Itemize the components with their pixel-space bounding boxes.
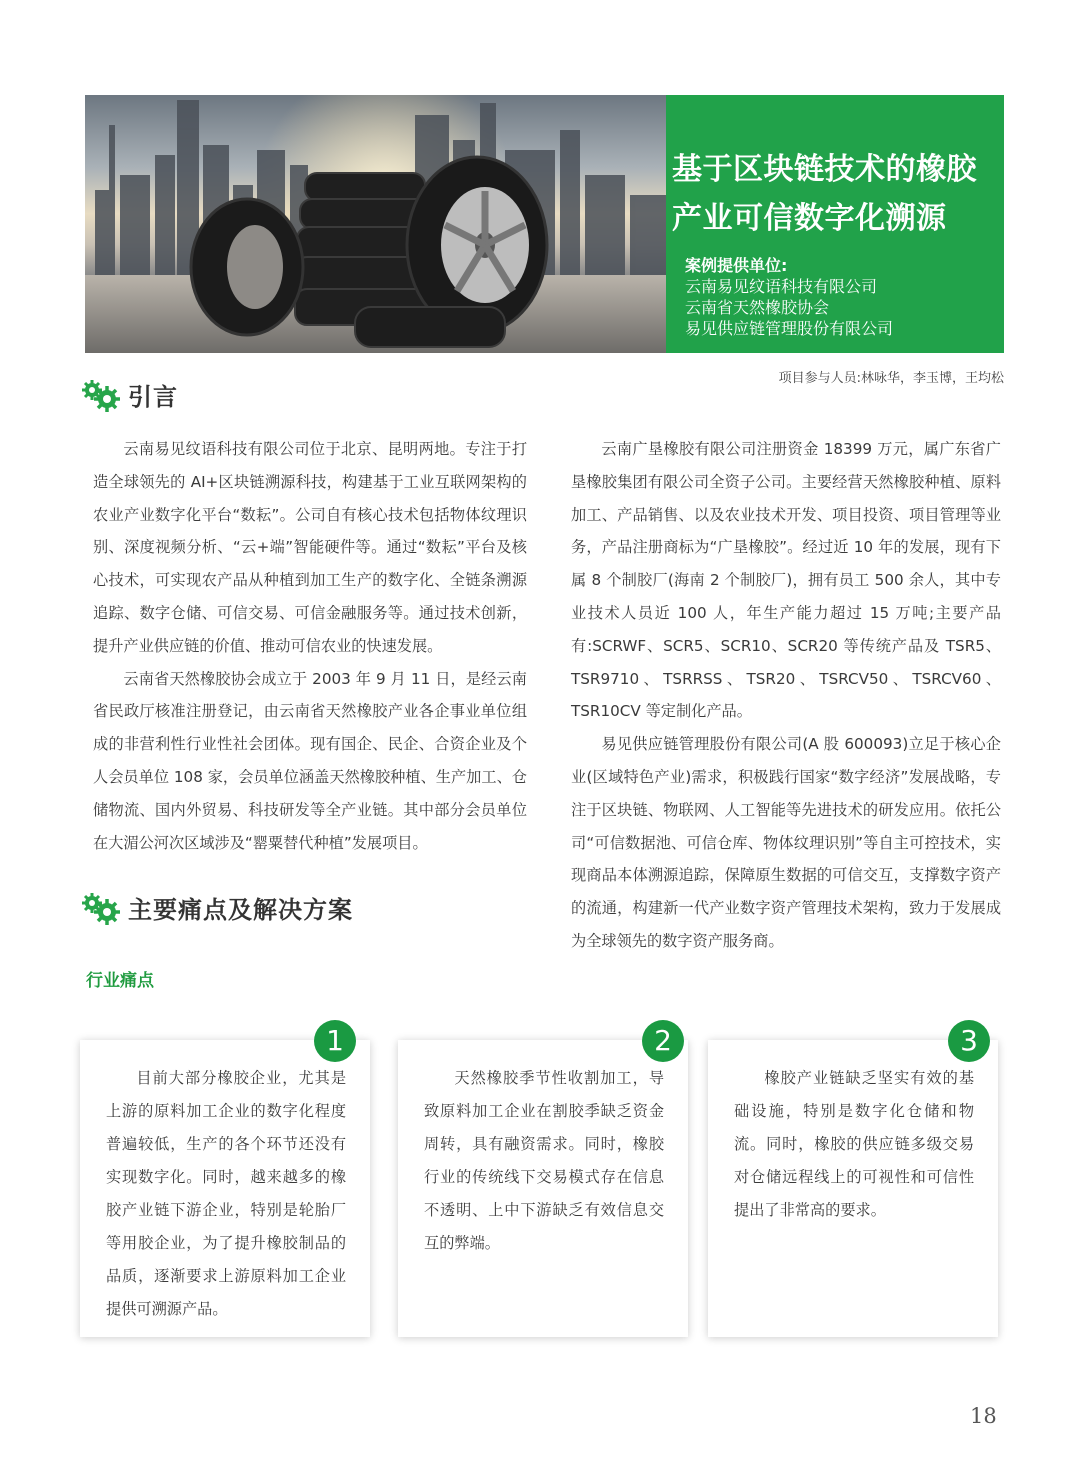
pain-card-text: 目前大部分橡胶企业，尤其是上游的原料加工企业的数字化程度普遍较低，生产的各个环节还没有实现数字化。同时，越来越多的橡胶产业链下游企业，特别是轮胎厂等用胶企业，为了提升橡胶制品的品质，逐渐要求上游原料加工企业提供可溯源产品。 [106, 1069, 346, 1318]
intro-left-column [93, 433, 527, 859]
pain-card-2 [398, 1040, 688, 1337]
pain-heading [80, 890, 353, 925]
intro-paragraph: 云南广垦橡胶有限公司注册资金 18399 万元，属广东省广垦橡胶集团有限公司全资子公司。主要经营天然橡胶种植、原料加工、产品销售、以及农业技术开发、项目投资、项目管理等业务，产品注册商标为“广垦橡胶”。经过近 10 年的发展，现有下属 8 个制胶厂(海南 2 个制胶厂)，拥有员工 500 余人，其中专业技术人员近 100 人，年生产能力超过 15 万吨;主要产品有:SCRWF、SCR5、SCR10、SCR20 等传统产品及 TSR5、TSR9710、TSRRSS、TSR20、TSRCV50、TSRCV60、TSR10CV 等定制化产品。 [571, 440, 1001, 721]
hero-photo-tires-city [85, 95, 666, 353]
article-title [672, 145, 1004, 243]
provider-list [685, 276, 1004, 339]
gears-icon [80, 378, 124, 412]
tires-skyline-illustration [85, 95, 666, 353]
intro-heading [80, 377, 178, 412]
intro-paragraph: 易见供应链管理股份有限公司(A 股 600093)立足于核心企业(区域特色产业)需求，积极践行国家“数字经济”发展战略，专注于区块链、物联网、人工智能等先进技术的研发应用。依托公司“可信数据池、可信仓库、物体纹理识别”等自主可控技术，实现商品本体溯源追踪，保障原生数据的可信交互，支撑数字资产的流通，构建新一代产业数字资产管理技术架构，致力于发展成为全球领先的数字资产服务商。 [571, 735, 1001, 950]
hero-banner [85, 95, 1004, 353]
intro-paragraph: 云南省天然橡胶协会成立于 2003 年 9 月 11 日，是经云南省民政厅核准注册登记，由云南省天然橡胶产业各企事业单位组成的非营利性行业性社会团体。现有国企、民企、合资企业及个人会员单位 108 家，会员单位涵盖天然橡胶种植、生产加工、仓储物流、国内外贸易、科技研发等全产业链。其中部分会员单位在大湄公河次区域涉及“罂粟替代种植”发展项目。 [93, 669, 527, 852]
pain-card-text: 天然橡胶季节性收割加工，导致原料加工企业在割胶季缺乏资金周转，具有融资需求。同时，橡胶行业的传统线下交易模式存在信息不透明、上中下游缺乏有效信息交互的弊端。 [424, 1069, 664, 1252]
article-title-line2: 产业可信数字化溯源 [672, 201, 947, 236]
page-number: 18 [970, 1404, 997, 1428]
gears-icon [80, 891, 124, 925]
pain-number-badge: 3 [948, 1020, 990, 1062]
project-participants: 项目参与人员:林咏华，李玉博，王均松 [778, 371, 1004, 386]
intro-heading-text: 引言 [128, 383, 178, 411]
provider-item: 云南省天然橡胶协会 [685, 298, 830, 317]
pain-number-badge: 2 [642, 1020, 684, 1062]
provider-label: 案例提供单位: [685, 256, 788, 275]
pain-card-text: 橡胶产业链缺乏坚实有效的基础设施，特别是数字化仓储和物流。同时，橡胶的供应链多级交易对仓储远程线上的可视性和可信性提出了非常高的要求。 [734, 1069, 974, 1219]
pain-number-badge: 1 [314, 1020, 356, 1062]
pain-heading-text: 主要痛点及解决方案 [128, 896, 353, 924]
intro-paragraph: 云南易见纹语科技有限公司位于北京、昆明两地。专注于打造全球领先的 AI+区块链溯源科技，构建基于工业互联网架构的农业产业数字化平台“数耘”。公司自有核心技术包括物体纹理识别、深度视频分析、“云+端”智能硬件等。通过“数耘”平台及核心技术，可实现农产品从种植到加工生产的数字化、全链条溯源追踪、数字仓储、可信交易、可信金融服务等。通过技术创新，提升产业供应链的价值、推动可信农业的快速发展。 [93, 440, 527, 655]
intro-right-column [571, 433, 1001, 958]
industry-pain-subheading: 行业痛点 [86, 971, 154, 991]
hero-title-panel [666, 95, 1004, 353]
pain-card-1 [80, 1040, 370, 1337]
pain-card-3 [708, 1040, 998, 1337]
provider-item: 易见供应链管理股份有限公司 [685, 319, 894, 338]
provider-item: 云南易见纹语科技有限公司 [685, 277, 878, 296]
article-title-line1: 基于区块链技术的橡胶 [672, 152, 977, 187]
